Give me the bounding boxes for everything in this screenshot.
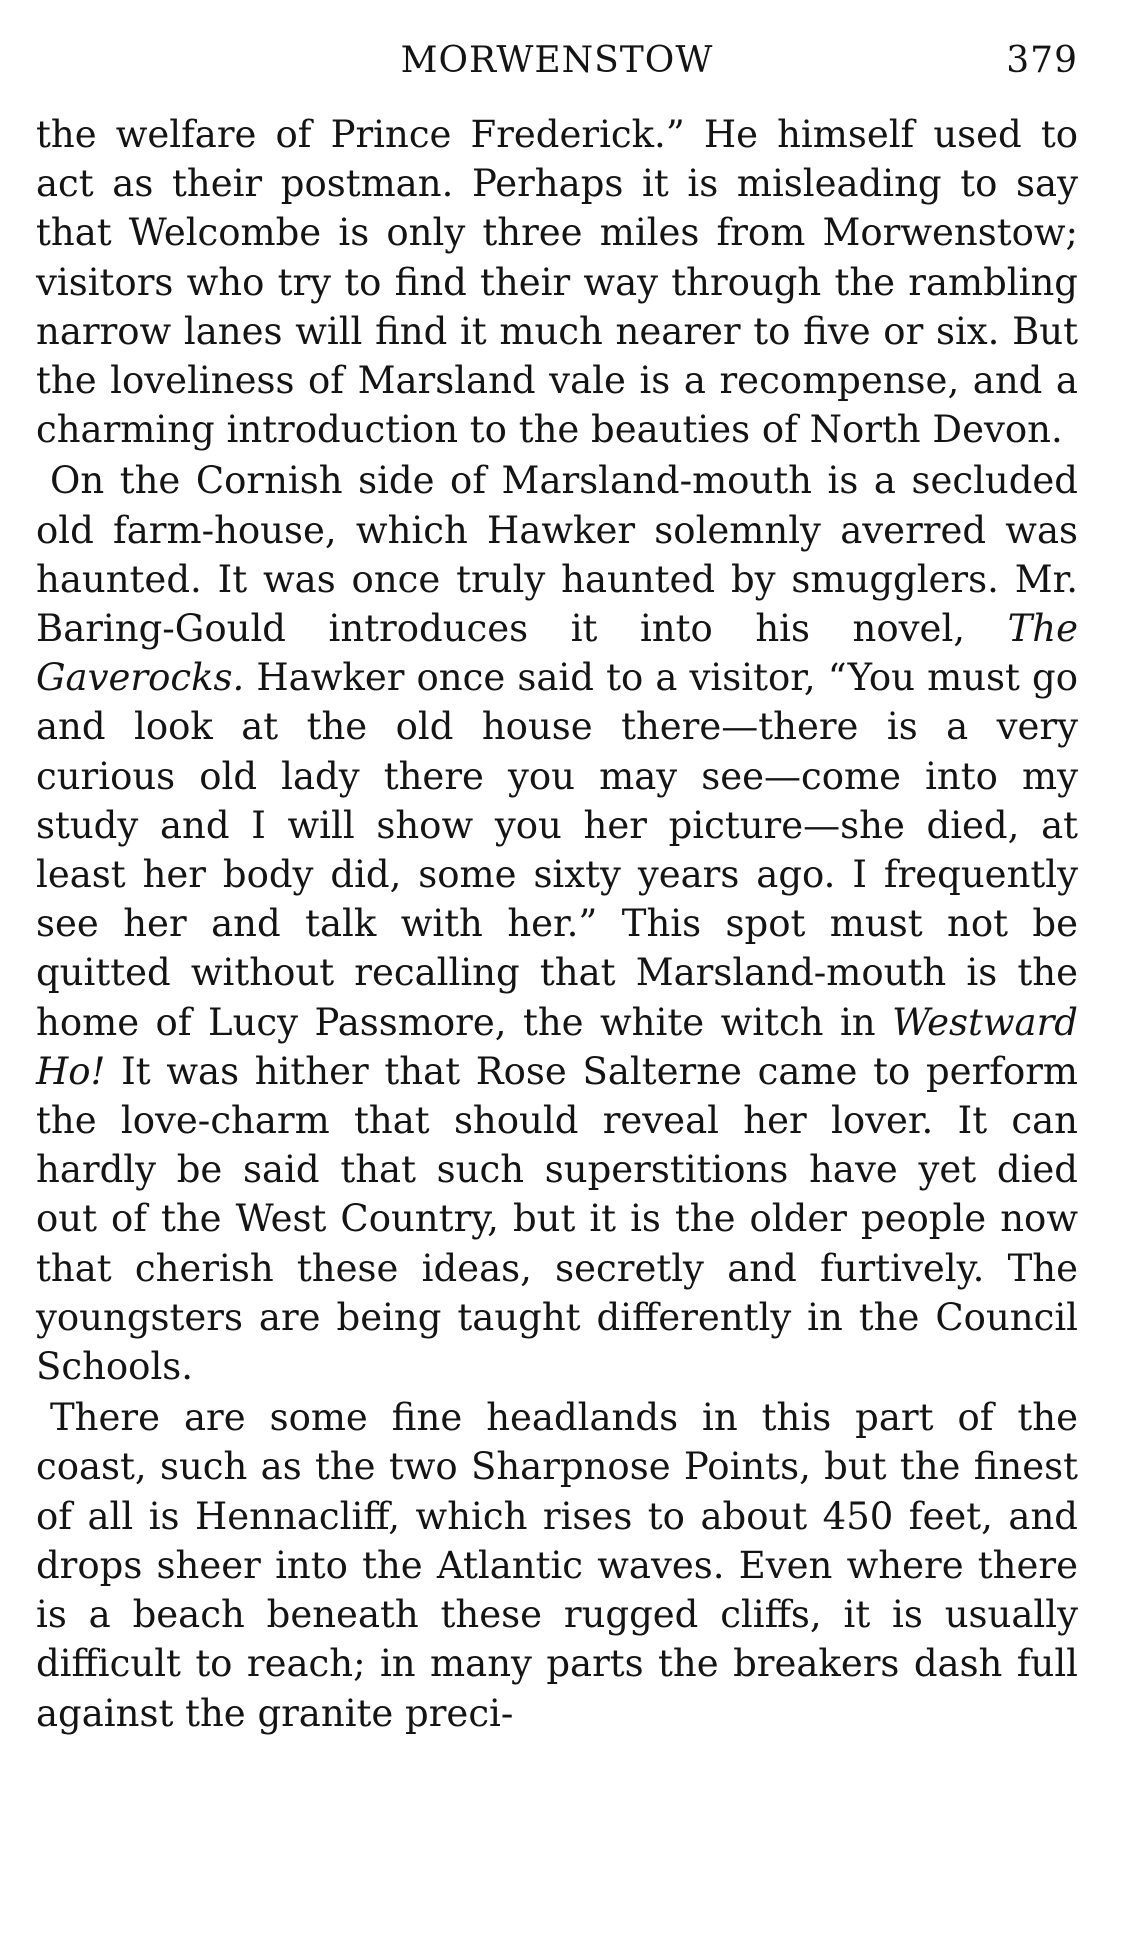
paragraph-text: the welfare of Prince Frederick.” He himself used to act as their postman. Perhaps it is misleading to say that Welcombe is only three miles from Morwenstow; visitors who try to find their way through the rambling narrow lanes will find it much nearer to five or six. But the loveliness of Marsland vale is a recompense, and a charming introduction to the beauties of North Devon.	[36, 113, 1078, 452]
page-number: 379	[1006, 40, 1078, 81]
paragraph-text: There are some fine headlands in this part of the coast, such as the two Sharpnose Points, but the finest of all is Hennacliff, which rises to about 450 feet, and drops sheer into the Atlantic waves. Even where there is a beach beneath these rugged cliffs, it is usually difficult to reach; in many parts the breakers dash full against the granite preci-	[36, 1396, 1078, 1735]
paragraph-3	[36, 1393, 1078, 1737]
paragraph-2	[36, 456, 1078, 1391]
running-title: MORWENSTOW	[400, 40, 714, 81]
paragraph-1	[36, 110, 1078, 454]
running-head	[36, 40, 1078, 96]
book-title-the-gaverocks: The Gaverocks.	[36, 607, 1078, 700]
book-title-westward-ho: Westward Ho!	[36, 1000, 1078, 1093]
paragraph-text: It was hither that Rose Salterne came to perform the love-charm that should reveal her lover. It can hardly be said that such superstitions have yet died out of the West Country, but it is the older people now that cherish these ideas, secretly and furtively. The youngsters are being taught differently in the Council Schools.	[36, 1049, 1078, 1389]
body-text	[36, 110, 1078, 1738]
paragraph-text: On the Cornish side of Marsland-mouth is a secluded old farm-house, which Hawker solemnly averred was haunted. It was once truly haunted by smugglers. Mr. Baring-Gould introduces it into his novel,	[36, 459, 1078, 651]
book-page	[36, 40, 1078, 1740]
paragraph-text: Hawker once said to a visitor, “You must go and look at the old house there—there is a very curious old lady there you may see—come into my study and I will show you her picture—she died, at least her body did, some sixty years ago. I frequently see her and talk with her.” This spot must not be quitted without recalling that Marsland-mouth is the home of Lucy Passmore, the white witch in	[36, 656, 1078, 1044]
